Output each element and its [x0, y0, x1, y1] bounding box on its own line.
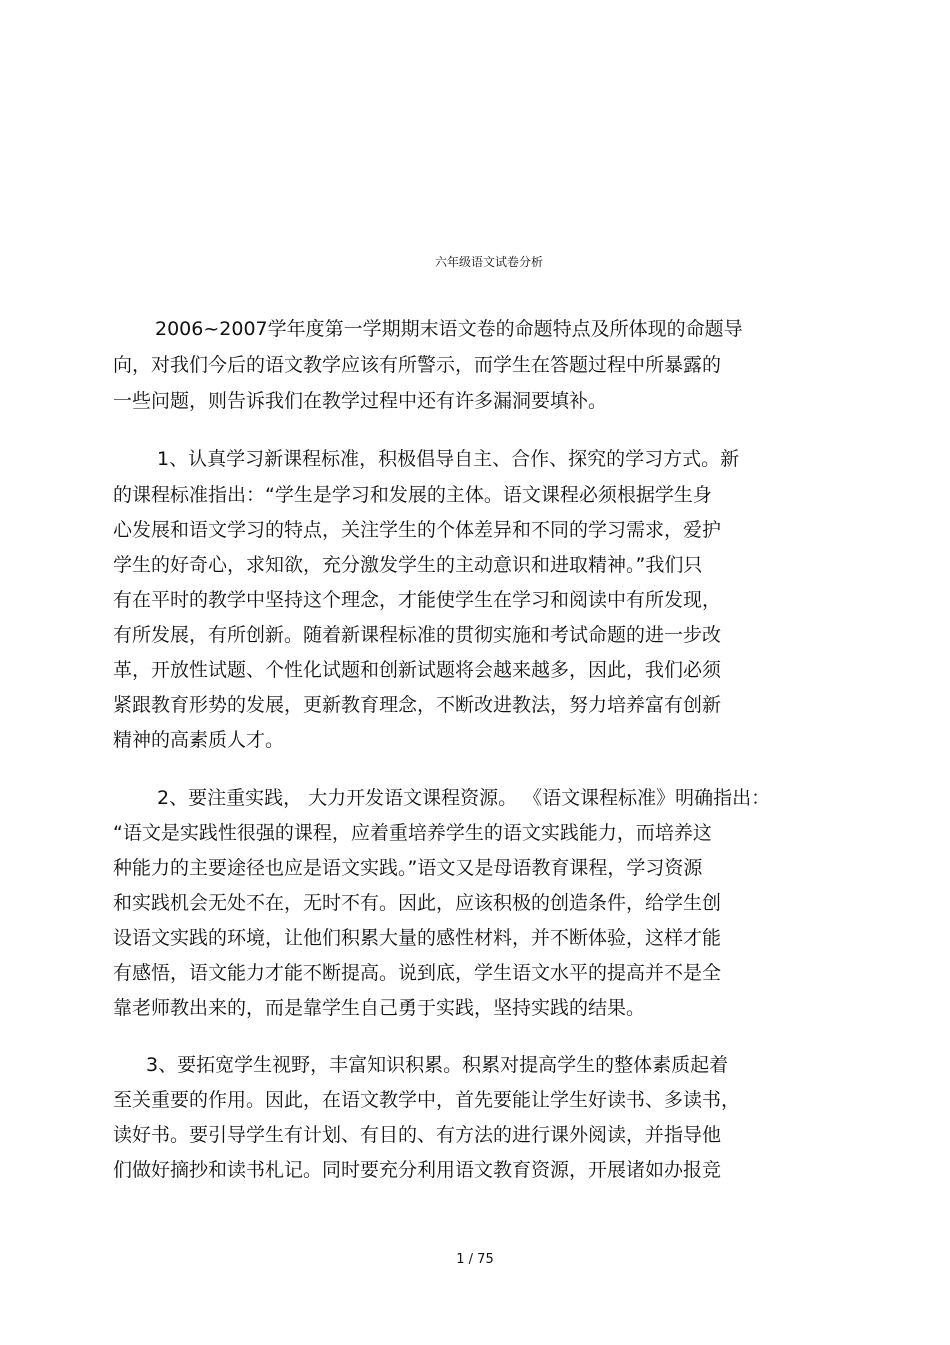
- text-line: 至关重要的作用。因此，在语文教学中，首先要能让学生好读书、多读书，: [113, 1089, 741, 1111]
- text-line: 精神的高素质人才。: [113, 729, 285, 751]
- text-line: 种能力的主要途径也应是语文实践。”语文又是母语教育课程，学习资源: [113, 857, 703, 879]
- text-line: 心发展和语文学习的特点，关注学生的个体差异和不同的学习需求，爱护: [113, 519, 722, 541]
- text-line: 设语文实践的环境，让他们积累大量的感性材料，并不断体验，这样才能: [113, 927, 722, 949]
- text-line: 和实践机会无处不在，无时不有。因此，应该积极的创造条件，给学生创: [113, 892, 722, 914]
- text-line: 3、要拓宽学生视野，丰富知识积累。积累对提高学生的整体素质起着: [146, 1054, 729, 1076]
- page-number: 1 / 75: [456, 1252, 494, 1267]
- text-line: 们做好摘抄和读书札记。同时要充分利用语文教育资源，开展诸如办报竞: [113, 1159, 722, 1181]
- text-line: 2006~2007学年度第一学期期末语文卷的命题特点及所体现的命题导: [155, 318, 743, 340]
- text-line: 一些问题，则告诉我们在教学过程中还有许多漏洞要填补。: [113, 390, 608, 412]
- text-line: 有在平时的教学中坚持这个理念，才能使学生在学习和阅读中有所发现，: [113, 589, 722, 611]
- text-line: 紧跟教育形势的发展，更新教育理念，不断改进教法，努力培养富有创新: [113, 694, 722, 716]
- document-title: 六年级语文试卷分析: [434, 255, 543, 269]
- text-line: 的课程标准指出：“学生是学习和发展的主体。语文课程必须根据学生身: [113, 484, 712, 506]
- text-line: 靠老师教出来的，而是靠学生自己勇于实践，坚持实践的结果。: [113, 997, 646, 1019]
- text-line: “语文是实践性很强的课程，应着重培养学生的语文实践能力，而培养这: [113, 822, 712, 844]
- text-line: 2、要注重实践， 大力开发语文课程资源。 《语文课程标准》明确指出：: [157, 787, 771, 809]
- text-line: 有感悟，语文能力才能不断提高。说到底，学生语文水平的提高并不是全: [113, 962, 722, 984]
- text-line: 向，对我们今后的语文教学应该有所警示，而学生在答题过程中所暴露的: [113, 354, 722, 376]
- text-line: 读好书。要引导学生有计划、有目的、有方法的进行课外阅读，并指导他: [113, 1124, 722, 1146]
- text-line: 革，开放性试题、个性化试题和创新试题将会越来越多，因此，我们必须: [113, 659, 722, 681]
- text-line: 学生的好奇心，求知欲，充分激发学生的主动意识和进取精神。”我们只: [113, 554, 703, 576]
- text-line: 1、认真学习新课程标准，积极倡导自主、合作、探究的学习方式。新: [157, 448, 740, 470]
- text-line: 有所发展，有所创新。随着新课程标准的贯彻实施和考试命题的进一步改: [113, 624, 722, 646]
